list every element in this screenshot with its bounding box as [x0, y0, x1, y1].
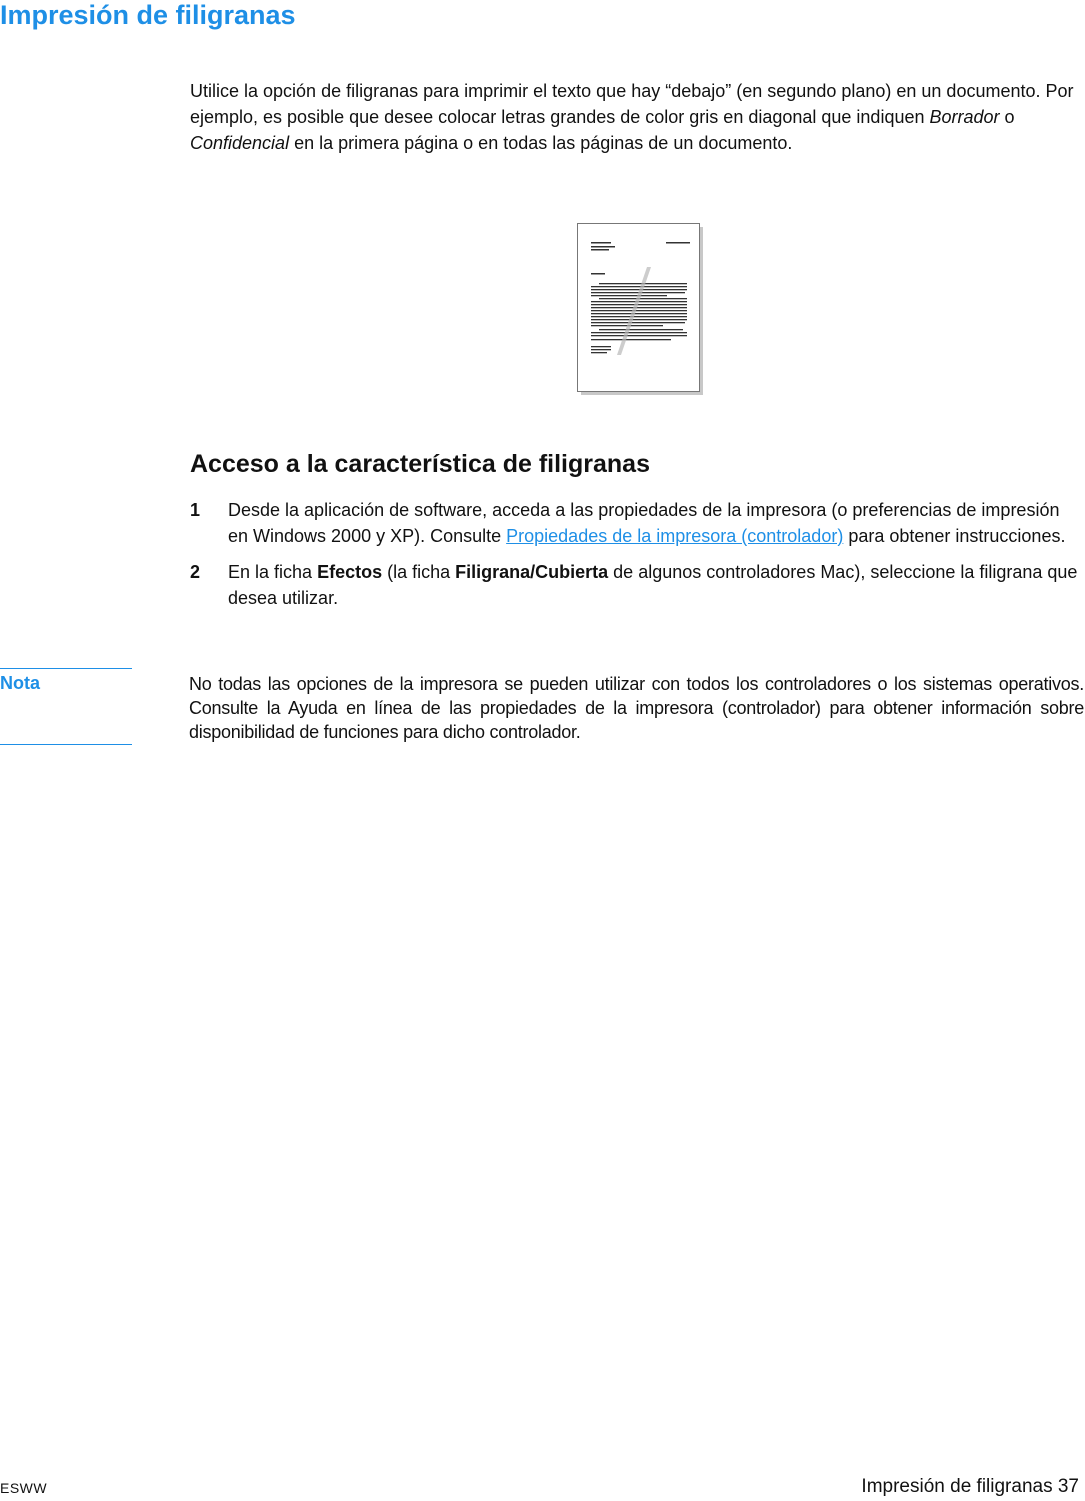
step-text: [228, 497, 1083, 549]
step-number: 1: [190, 500, 201, 520]
intro-text-2: o: [999, 107, 1015, 127]
step-2: [190, 559, 1083, 611]
watermarked-document-illustration: [577, 223, 703, 395]
step-2-bold-efectos: Efectos: [317, 562, 383, 582]
step-2-text-2: (la ficha: [382, 562, 456, 582]
steps-list: [190, 497, 1083, 621]
intro-italic-borrador: Borrador: [929, 107, 1000, 127]
intro-text-1: Utilice la opción de filigranas para imprimir el texto que hay “debajo” (en segundo plano) en un documento. Por ejemplo, es posible que desee colocar letras grandes de color gris en diagonal que indiquen: [190, 81, 1074, 127]
step-2-text-4: de algunos controladores Mac), seleccione la filigrana que desea utilizar.: [228, 562, 1078, 608]
step-1-text-after: para obtener instrucciones.: [843, 526, 1066, 546]
section-heading: Acceso a la característica de filigranas: [190, 450, 650, 478]
page-title: Impresión de filigranas: [0, 0, 296, 30]
step-number: 2: [190, 562, 201, 582]
step-2-text-1: En la ficha: [228, 562, 318, 582]
footer-left: ESWW: [0, 1480, 48, 1496]
step-1-text-before: Desde la aplicación de software, acceda a las propiedades de la impresora (o preferencias de impresión en Windows 2000 y XP). Consulte: [228, 500, 1060, 546]
footer-page-info: Impresión de filigranas 37: [861, 1476, 1079, 1497]
step-2-bold-cubierta: Cubierta: [535, 562, 609, 582]
step-1: [190, 497, 1083, 549]
note-label: Nota: [0, 673, 40, 693]
printer-properties-link[interactable]: Propiedades de la impresora (controlador): [506, 526, 844, 546]
intro-paragraph: [190, 78, 1075, 156]
step-text: [228, 559, 1083, 611]
intro-italic-confidencial: Confidencial: [190, 133, 290, 153]
step-2-bold-filigrana: Filigrana: [455, 562, 531, 582]
step-2-slash: /: [530, 562, 536, 582]
note-divider-bottom: [0, 744, 132, 745]
note-divider-top: [0, 668, 132, 669]
intro-text-3: en la primera página o en todas las páginas de un documento.: [289, 133, 793, 153]
document-page-icon: [577, 223, 703, 395]
note-text: No todas las opciones de la impresora se pueden utilizar con todos los controladores o los sistemas operativos. Consulte la Ayuda en línea de las propiedades de la impresora (controlador) para obtener información sobre disponibilidad de funciones para dicho controlador.: [189, 674, 1084, 742]
